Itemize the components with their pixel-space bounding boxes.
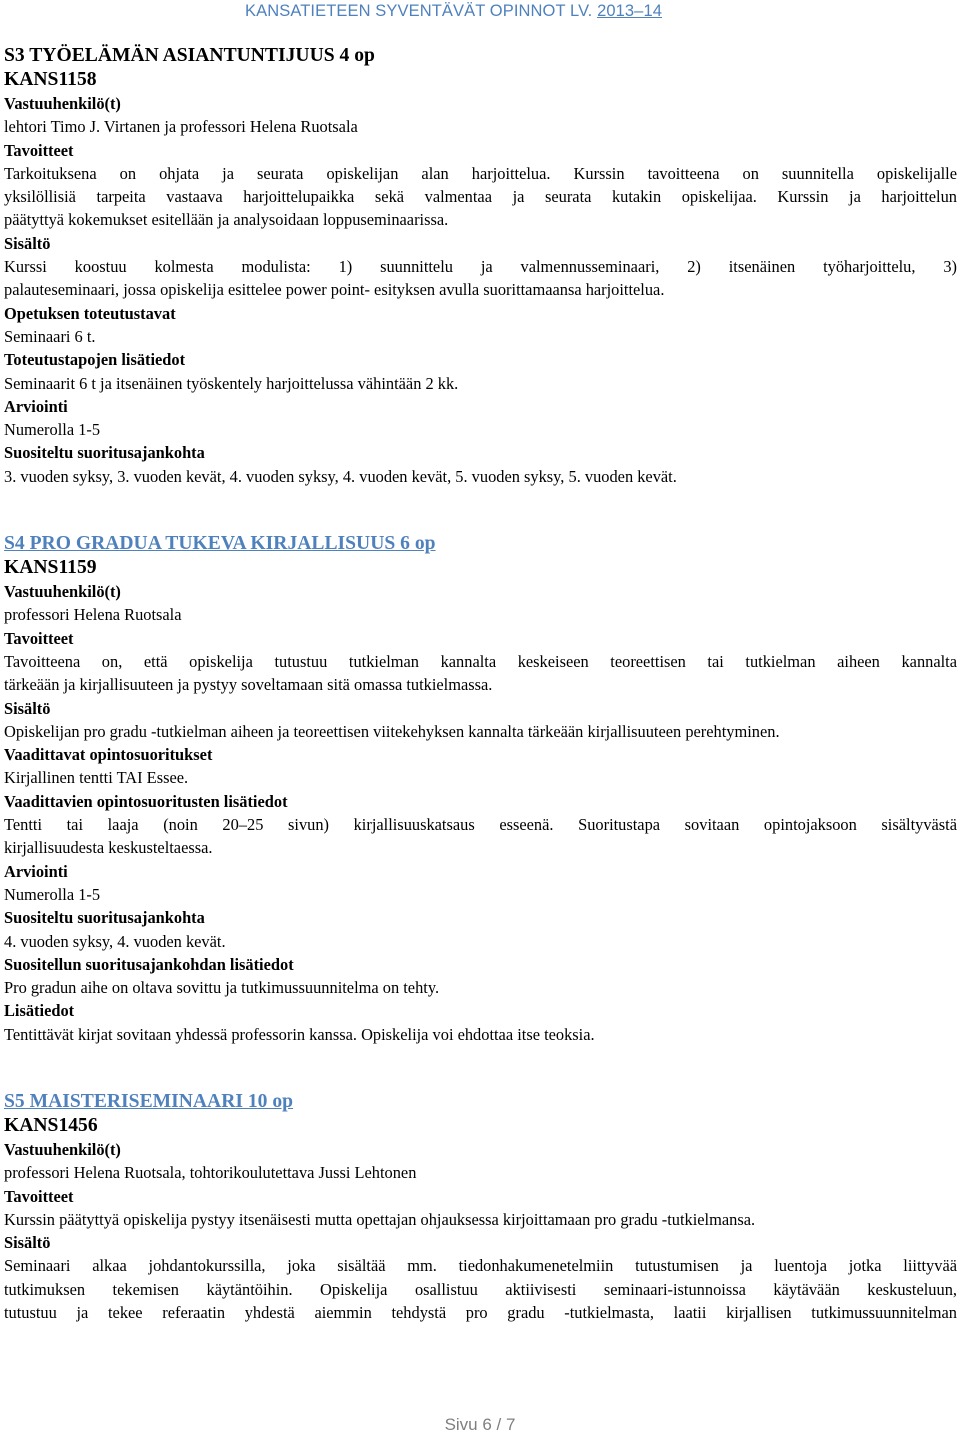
content-value: Opiskelijan pro gradu -tutkielman aiheen ja teoreettisen viitekehyksen kannalta tärkeään kirjallisuuteen perehtyminen. [4,721,780,741]
extra-info-label: Lisätiedot [4,1001,75,1021]
responsible-value: professori Helena Ruotsala, tohtorikoulutettava Jussi Lehtonen [4,1163,417,1183]
course-s4 [4,532,957,1046]
course-code: KANS1159 [4,557,97,579]
responsible-label: Vastuuhenkilö(t) [4,1139,121,1159]
extra-info-value: Tentittävät kirjat sovitaan yhdessä professorin kanssa. Opiskelija voi ehdottaa itse teoksia. [4,1024,595,1044]
content-line: tutustuu ja tekee referaatin yhdestä aiemmin tehdystä pro gradu -tutkielmasta, laatii kirjallisen tutkimussuunnitelman [4,1303,957,1323]
goals-label: Tavoitteet [4,628,74,648]
page-header [245,2,662,21]
course-code: KANS1158 [4,69,97,90]
timing-info-label: Suositellun suoritusajankohdan lisätiedot [4,954,294,974]
responsible-value: lehtori Timo J. Virtanen ja professori Helena Ruotsala [4,117,358,137]
content-line: tutkimuksen tekemisen käytäntöihin. Opiskelija osallistuu aktiivisesti seminaari-istunnoissa käytävään keskusteluun, [4,1279,957,1299]
goals-label: Tavoitteet [4,140,74,160]
goals-label: Tavoitteet [4,1186,74,1206]
course-title: S5 MAISTERISEMINAARI 10 op [4,1090,294,1112]
document-body [4,44,957,1324]
responsible-label: Vastuuhenkilö(t) [4,582,121,602]
grading-value: Numerolla 1-5 [4,420,101,440]
requirements-value: Kirjallinen tentti TAI Essee. [4,768,189,788]
content-label: Sisältö [4,233,51,253]
goals-line: Tavoitteena on, että opiskelija tutustuu tutkielman kannalta keskeiseen teoreettisen tai tutkielman aiheen kannalta [4,651,957,671]
timing-label: Suositeltu suoritusajankohta [4,443,205,463]
requirements-label: Vaadittavat opintosuoritukset [4,745,213,765]
requirements-info-label: Vaadittavien opintosuoritusten lisätiedot [4,791,288,811]
course-title: S4 PRO GRADUA TUKEVA KIRJALLISUUS 6 op [4,533,436,555]
content-label: Sisältö [4,698,51,718]
grading-value: Numerolla 1-5 [4,884,101,904]
content-label: Sisältö [4,1233,51,1253]
implementation-info-label: Toteutustapojen lisätiedot [4,350,186,370]
timing-value: 4. vuoden syksy, 4. vuoden kevät. [4,931,226,951]
timing-info-value: Pro gradun aihe on oltava sovittu ja tutkimussuunnitelma on tehty. [4,978,440,998]
header-year: 2013–14 [597,2,662,20]
grading-label: Arviointi [4,396,68,416]
course-s5 [4,1090,957,1324]
requirements-info-line: Tentti tai laaja (noin 20–25 sivun) kirjallisuuskatsaus esseenä. Suoritustapa sovitaan opintojaksoon sisältyvästä [4,815,957,835]
responsible-value: professori Helena Ruotsala [4,605,182,625]
goals-line: päätyttyä kokemukset esitellään ja analysoidaan loppuseminaarissa. [4,210,449,230]
content-line: Kurssi koostuu kolmesta modulista: 1) suunnittelu ja valmennusseminaari, 2) itsenäinen työharjoittelu, 3) [4,257,957,277]
implementation-value: Seminaari 6 t. [4,326,96,346]
goals-line: tärkeään ja kirjallisuuteen ja pystyy soveltamaan sitä omassa tutkielmassa. [4,675,493,695]
section-gap [4,1046,957,1090]
goals-value: Kurssin päätyttyä opiskelija pystyy itsenäisesti mutta opettajan ohjauksessa kirjoittamaan pro gradu -tutkielmansa. [4,1209,756,1229]
implementation-label: Opetuksen toteutustavat [4,303,176,323]
content-line: Seminaari alkaa johdantokurssilla, joka sisältää mm. tiedonhakumenetelmiin tutustumisen ja luentoja jotka liittyvää [4,1256,957,1276]
timing-label: Suositeltu suoritusajankohta [4,908,205,928]
timing-value: 3. vuoden syksy, 3. vuoden kevät, 4. vuoden syksy, 4. vuoden kevät, 5. vuoden syksy, 5. vuoden kevät. [4,466,677,486]
course-code: KANS1456 [4,1114,98,1136]
grading-label: Arviointi [4,861,68,881]
implementation-info-value: Seminaarit 6 t ja itsenäinen työskentely harjoittelussa vähintään 2 kk. [4,373,459,393]
goals-line: Tarkoituksena on ohjata ja seurata opiskelijan alan harjoittelua. Kurssin tavoitteena on suunnitella opiskelijalle [4,163,957,183]
section-gap [4,488,957,532]
content-line: palauteseminaari, jossa opiskelija esittelee power point- esityksen avulla suorittamaansa harjoittelua. [4,280,665,300]
requirements-info-line: kirjallisuudesta keskusteltaessa. [4,838,213,858]
course-s3 [4,44,957,488]
page-number: Sivu 6 / 7 [444,1415,516,1434]
responsible-label: Vastuuhenkilö(t) [4,94,121,113]
header-prefix: KANSATIETEEN SYVENTÄVÄT OPINNOT LV. [245,2,598,20]
goals-line: yksilöllisiä tarpeita vastaava harjoittelupaikka sekä valmentaa ja seurata kutakin opiskelijaa. Kurssin ja harjoittelun [4,187,957,207]
course-title: S3 TYÖELÄMÄN ASIANTUNTIJUUS 4 op [4,45,375,66]
